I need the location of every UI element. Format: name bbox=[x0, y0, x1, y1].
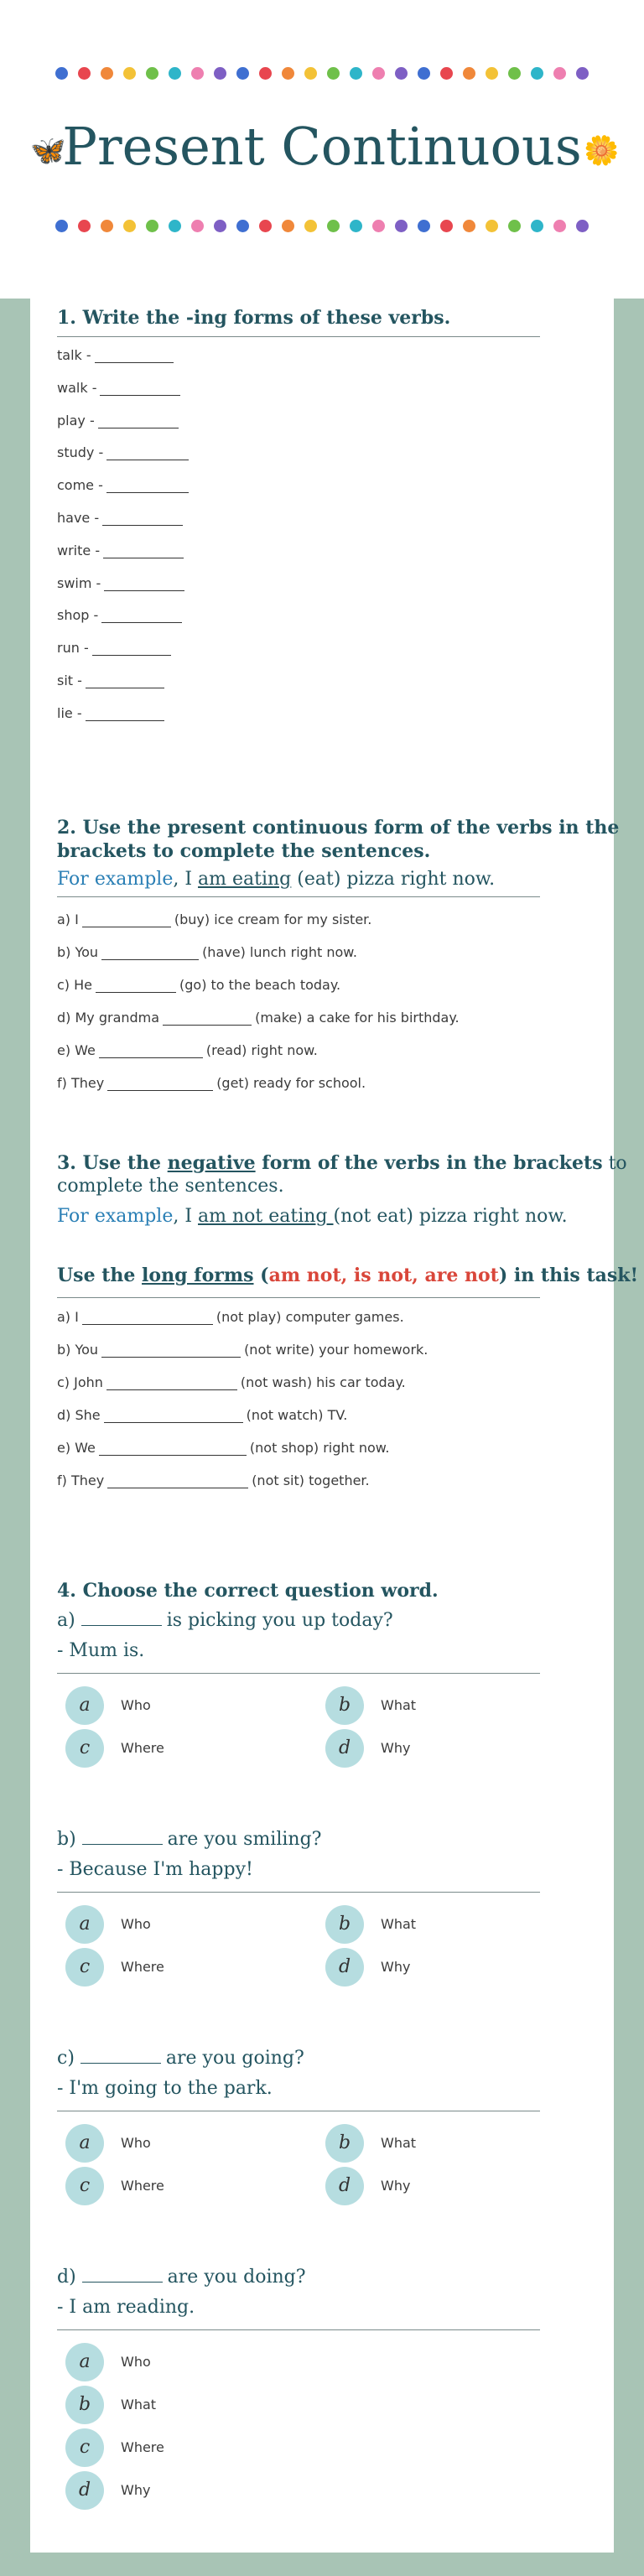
dot bbox=[395, 220, 408, 232]
verb-label: shop - bbox=[57, 607, 99, 624]
question-line bbox=[57, 2048, 304, 2069]
dot bbox=[531, 220, 543, 232]
option-label: Who bbox=[121, 1916, 151, 1932]
dot bbox=[236, 67, 249, 80]
answer-blank[interactable] bbox=[106, 482, 189, 493]
question-prefix: b) bbox=[57, 1829, 76, 1850]
sentence-item bbox=[57, 1342, 428, 1358]
dot bbox=[372, 67, 385, 80]
sentence-suffix: (go) to the beach today. bbox=[179, 977, 341, 993]
dot bbox=[78, 67, 91, 80]
dot bbox=[576, 67, 589, 80]
sentence-prefix: e) We bbox=[57, 1042, 96, 1058]
answer-blank[interactable] bbox=[92, 645, 171, 656]
answer-blank[interactable] bbox=[99, 1445, 247, 1456]
question-line bbox=[57, 1610, 393, 1631]
answer-blank[interactable] bbox=[82, 1314, 213, 1325]
answer-blank[interactable] bbox=[96, 982, 176, 993]
dot bbox=[327, 220, 340, 232]
question-line bbox=[57, 2267, 306, 2288]
dot bbox=[395, 67, 408, 80]
question-text: is picking you up today? bbox=[166, 1610, 393, 1631]
option-label: Who bbox=[121, 2135, 151, 2151]
answer-blank[interactable] bbox=[106, 1379, 237, 1390]
dot bbox=[236, 220, 249, 232]
question-prefix: c) bbox=[57, 2048, 75, 2069]
option-label: Who bbox=[121, 2354, 151, 2370]
answer-blank[interactable] bbox=[95, 352, 174, 363]
dot bbox=[123, 67, 136, 80]
dot bbox=[282, 220, 294, 232]
sentence-suffix: (not write) your homework. bbox=[244, 1342, 428, 1358]
dot bbox=[463, 220, 475, 232]
question-answer: - Mum is. bbox=[57, 1640, 145, 1661]
option-label: Why bbox=[121, 2482, 151, 2498]
answer-blank[interactable] bbox=[86, 710, 164, 721]
option-letter-badge: c bbox=[65, 1948, 104, 1987]
verb-label: lie - bbox=[57, 704, 82, 721]
answer-blank[interactable] bbox=[82, 917, 171, 927]
sentence-suffix: (not play) computer games. bbox=[216, 1309, 404, 1325]
dot bbox=[259, 67, 272, 80]
answer-blank[interactable] bbox=[100, 385, 180, 396]
dot bbox=[146, 67, 158, 80]
answer-option-b[interactable] bbox=[325, 1686, 510, 1725]
question-prefix: d) bbox=[57, 2267, 76, 2288]
answer-blank[interactable] bbox=[101, 1347, 241, 1358]
sentence-item bbox=[57, 1042, 318, 1058]
divider bbox=[57, 1892, 540, 1893]
dot bbox=[101, 67, 113, 80]
answer-option-d[interactable] bbox=[325, 2167, 510, 2205]
sentence-suffix: (have) lunch right now. bbox=[202, 944, 357, 960]
sentence-item bbox=[57, 1440, 390, 1456]
option-label: Where bbox=[121, 2178, 164, 2194]
dot bbox=[576, 220, 589, 232]
verb-item bbox=[57, 380, 184, 396]
answer-blank[interactable] bbox=[99, 1047, 203, 1058]
option-label: Why bbox=[381, 2178, 411, 2194]
dot bbox=[259, 220, 272, 232]
section3-note: Use the long forms (am not, is not, are not) in this task! bbox=[57, 1265, 639, 1286]
dot bbox=[123, 220, 136, 232]
option-letter-badge: c bbox=[65, 2428, 104, 2467]
dot bbox=[463, 67, 475, 80]
answer-option-a[interactable] bbox=[65, 2343, 250, 2381]
option-letter-badge: d bbox=[65, 2471, 104, 2510]
section3-example: For example, I am not eating (not eat) pizza right now. bbox=[57, 1206, 568, 1227]
dot bbox=[508, 67, 521, 80]
butterfly-icon: 🦋 bbox=[30, 134, 66, 168]
dot bbox=[101, 220, 113, 232]
option-letter-badge: a bbox=[65, 1686, 104, 1725]
verb-item bbox=[57, 673, 168, 688]
sentence-suffix: (not sit) together. bbox=[252, 1472, 370, 1488]
verb-item bbox=[57, 640, 174, 656]
dot bbox=[553, 220, 566, 232]
sentence-prefix: b) You bbox=[57, 944, 99, 960]
dot bbox=[55, 67, 68, 80]
flower-icon: 🌼 bbox=[584, 134, 620, 168]
option-label: Why bbox=[381, 1959, 411, 1975]
section2-example: For example, I am eating (eat) pizza right now. bbox=[57, 869, 496, 890]
dot bbox=[169, 67, 181, 80]
question-answer: - I'm going to the park. bbox=[57, 2078, 273, 2099]
dot bbox=[146, 220, 158, 232]
dot bbox=[440, 67, 453, 80]
sentence-item bbox=[57, 977, 340, 993]
option-label: Where bbox=[121, 1740, 164, 1756]
verb-item bbox=[57, 347, 177, 363]
verb-label: sit - bbox=[57, 673, 82, 688]
option-label: What bbox=[381, 1697, 417, 1713]
worksheet bbox=[30, 299, 614, 2553]
verb-label: walk - bbox=[57, 379, 97, 396]
sentence-item bbox=[57, 944, 357, 960]
dot bbox=[214, 67, 226, 80]
verb-label: play - bbox=[57, 412, 95, 428]
dot bbox=[191, 220, 204, 232]
answer-blank[interactable] bbox=[101, 949, 199, 960]
option-letter-badge: c bbox=[65, 1729, 104, 1768]
question-prefix: a) bbox=[57, 1610, 75, 1631]
section4-heading: 4. Choose the correct question word. bbox=[57, 1580, 439, 1602]
option-label: What bbox=[381, 2135, 417, 2151]
sentence-suffix: (not watch) TV. bbox=[246, 1407, 348, 1423]
verb-item bbox=[57, 543, 187, 558]
answer-option-b[interactable] bbox=[65, 2386, 250, 2424]
sentence-suffix: (get) ready for school. bbox=[216, 1075, 366, 1091]
sentence-prefix: d) My grandma bbox=[57, 1010, 160, 1026]
divider bbox=[57, 896, 540, 897]
answer-blank[interactable] bbox=[107, 1080, 213, 1091]
answer-option-c[interactable] bbox=[65, 1948, 250, 1987]
answer-blank[interactable] bbox=[101, 612, 182, 623]
question-blank[interactable] bbox=[82, 1829, 163, 1845]
sentence-prefix: a) I bbox=[57, 1309, 79, 1325]
option-letter-badge: a bbox=[65, 2124, 104, 2163]
verb-label: swim - bbox=[57, 574, 101, 591]
dot bbox=[440, 220, 453, 232]
verb-label: come - bbox=[57, 477, 103, 494]
sentence-prefix: e) We bbox=[57, 1440, 96, 1456]
verb-label: study - bbox=[57, 444, 104, 461]
answer-option-a[interactable] bbox=[65, 1905, 250, 1944]
sentence-prefix: d) She bbox=[57, 1407, 101, 1423]
answer-option-b[interactable] bbox=[325, 2124, 510, 2163]
sentence-prefix: c) John bbox=[57, 1374, 103, 1390]
page-title: Present Continuous bbox=[62, 116, 582, 177]
dot bbox=[350, 220, 362, 232]
verb-item bbox=[57, 413, 182, 428]
verb-item bbox=[57, 477, 192, 493]
dot bbox=[350, 67, 362, 80]
section2-heading-line1: 2. Use the present continuous form of the verbs in the bbox=[57, 817, 620, 839]
sentence-suffix: (buy) ice cream for my sister. bbox=[174, 911, 372, 927]
verb-item bbox=[57, 510, 186, 526]
question-text: are you going? bbox=[165, 2048, 304, 2069]
answer-blank[interactable] bbox=[104, 580, 184, 591]
option-letter-badge: d bbox=[325, 1729, 364, 1768]
dots-row-top bbox=[0, 67, 644, 80]
verb-item bbox=[57, 705, 168, 721]
sentence-prefix: c) He bbox=[57, 977, 92, 993]
option-letter-badge: c bbox=[65, 2167, 104, 2205]
sentence-item bbox=[57, 1407, 347, 1423]
divider bbox=[57, 1297, 540, 1298]
option-letter-badge: b bbox=[325, 1905, 364, 1944]
dot bbox=[418, 220, 430, 232]
sentence-item bbox=[57, 1374, 406, 1390]
dot bbox=[531, 67, 543, 80]
sentence-suffix: (make) a cake for his birthday. bbox=[255, 1010, 460, 1026]
option-letter-badge: a bbox=[65, 2343, 104, 2381]
verb-label: write - bbox=[57, 542, 101, 558]
verb-item bbox=[57, 607, 185, 623]
verb-item bbox=[57, 444, 192, 460]
question-text: are you doing? bbox=[167, 2267, 306, 2288]
answer-option-a[interactable] bbox=[65, 1686, 250, 1725]
answer-blank[interactable] bbox=[98, 418, 179, 428]
option-label: Where bbox=[121, 1959, 164, 1975]
dot bbox=[191, 67, 204, 80]
section1-heading: 1. Write the -ing forms of these verbs. bbox=[57, 307, 451, 329]
dot bbox=[282, 67, 294, 80]
divider bbox=[57, 336, 540, 337]
question-blank[interactable] bbox=[80, 2048, 161, 2064]
verb-label: run - bbox=[57, 640, 89, 657]
answer-option-d[interactable] bbox=[325, 1729, 510, 1768]
sentence-item bbox=[57, 1075, 366, 1091]
answer-option-c[interactable] bbox=[65, 2167, 250, 2205]
dot bbox=[553, 67, 566, 80]
answer-blank[interactable] bbox=[86, 678, 164, 688]
dot bbox=[486, 220, 498, 232]
divider bbox=[57, 2329, 540, 2330]
dot bbox=[55, 220, 68, 232]
verb-label: have - bbox=[57, 510, 100, 526]
answer-blank[interactable] bbox=[103, 548, 184, 558]
answer-blank[interactable] bbox=[106, 449, 189, 460]
option-letter-badge: b bbox=[65, 2386, 104, 2424]
divider bbox=[57, 1673, 540, 1674]
sentence-item bbox=[57, 911, 371, 927]
option-letter-badge: d bbox=[325, 2167, 364, 2205]
answer-blank[interactable] bbox=[104, 1412, 243, 1423]
dot bbox=[304, 220, 317, 232]
sentence-suffix: (read) right now. bbox=[205, 1042, 318, 1058]
option-letter-badge: d bbox=[325, 1948, 364, 1987]
dot bbox=[372, 220, 385, 232]
sentence-prefix: f) They bbox=[57, 1472, 105, 1488]
question-blank[interactable] bbox=[81, 1610, 162, 1626]
answer-blank[interactable] bbox=[102, 515, 183, 526]
question-answer: - I am reading. bbox=[57, 2297, 195, 2318]
section3-heading-line2: complete the sentences. bbox=[57, 1176, 284, 1197]
dots-row-bottom bbox=[0, 220, 644, 232]
header bbox=[0, 0, 644, 299]
sentence-prefix: b) You bbox=[57, 1342, 99, 1358]
sentence-item bbox=[57, 1472, 370, 1488]
section3-heading-line1: 3. Use the negative form of the verbs in the brackets to bbox=[57, 1152, 627, 1174]
dot bbox=[486, 67, 498, 80]
sentence-item bbox=[57, 1010, 460, 1026]
sentence-item bbox=[57, 1309, 404, 1325]
answer-option-c[interactable] bbox=[65, 2428, 250, 2467]
answer-option-b[interactable] bbox=[325, 1905, 510, 1944]
option-label: Who bbox=[121, 1697, 151, 1713]
answer-option-d[interactable] bbox=[65, 2471, 250, 2510]
sentence-prefix: f) They bbox=[57, 1075, 105, 1091]
option-label: What bbox=[381, 1916, 417, 1932]
answer-option-c[interactable] bbox=[65, 1729, 250, 1768]
option-label: Why bbox=[381, 1740, 411, 1756]
option-label: What bbox=[121, 2397, 157, 2412]
option-letter-badge: b bbox=[325, 2124, 364, 2163]
sentence-suffix: (not shop) right now. bbox=[249, 1440, 390, 1456]
answer-blank[interactable] bbox=[163, 1015, 252, 1026]
answer-option-d[interactable] bbox=[325, 1948, 510, 1987]
verb-item bbox=[57, 575, 188, 591]
question-blank[interactable] bbox=[82, 2267, 163, 2283]
option-letter-badge: a bbox=[65, 1905, 104, 1944]
answer-option-a[interactable] bbox=[65, 2124, 250, 2163]
sentence-prefix: a) I bbox=[57, 911, 79, 927]
verb-label: talk - bbox=[57, 347, 91, 363]
section2-heading-line2: brackets to complete the sentences. bbox=[57, 840, 431, 862]
dot bbox=[508, 220, 521, 232]
dot bbox=[418, 67, 430, 80]
dot bbox=[78, 220, 91, 232]
question-answer: - Because I'm happy! bbox=[57, 1859, 253, 1880]
question-line bbox=[57, 1829, 321, 1850]
answer-blank[interactable] bbox=[107, 1478, 248, 1488]
question-text: are you smiling? bbox=[167, 1829, 322, 1850]
sentence-suffix: (not wash) his car today. bbox=[240, 1374, 406, 1390]
option-label: Where bbox=[121, 2439, 164, 2455]
option-letter-badge: b bbox=[325, 1686, 364, 1725]
dot bbox=[304, 67, 317, 80]
dot bbox=[327, 67, 340, 80]
dot bbox=[169, 220, 181, 232]
dot bbox=[214, 220, 226, 232]
